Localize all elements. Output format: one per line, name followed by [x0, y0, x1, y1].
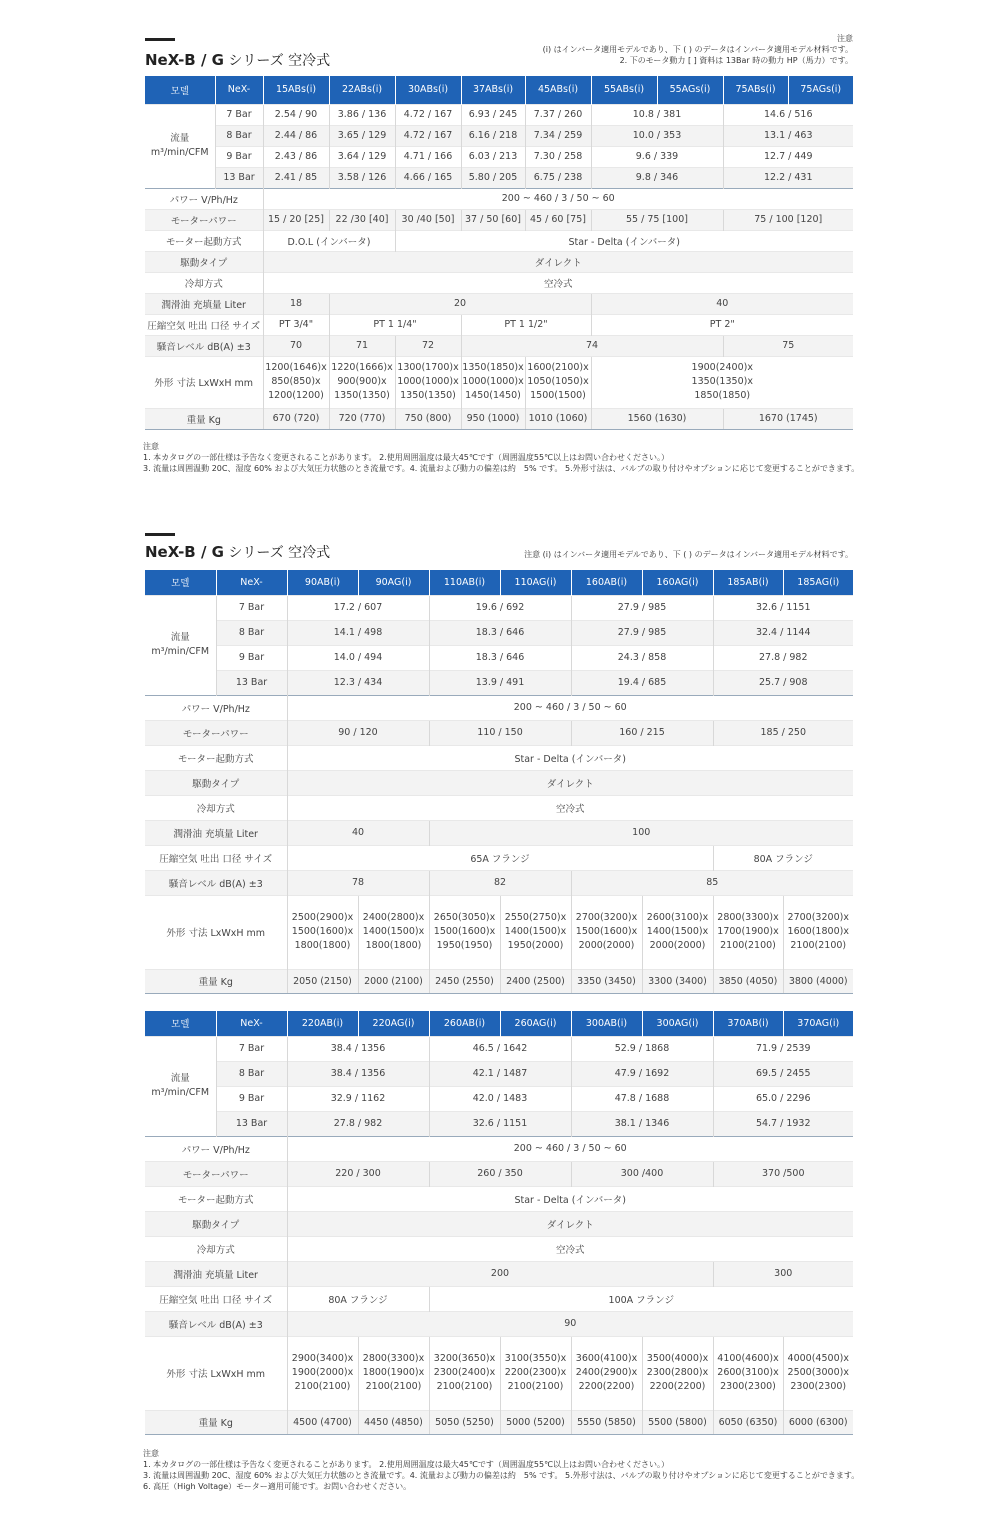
- weight-cell: 2000 (2100): [358, 969, 429, 993]
- table-row: [145, 1236, 853, 1261]
- table-row: [145, 356, 853, 408]
- header-cell: 모델: [145, 1011, 216, 1036]
- header-cell: NeX-: [216, 570, 287, 595]
- header-cell: 55AGs(i): [657, 76, 723, 104]
- flow-cell: 42.0 / 1483: [429, 1086, 571, 1111]
- noise-cell: 82: [429, 870, 571, 895]
- header-row: [145, 570, 853, 595]
- row-label: 圧縮空気 吐出 口径 サイズ: [145, 1286, 287, 1311]
- motor-cell: 55 / 75 [100]: [591, 209, 723, 230]
- flow-cell: 6.03 / 213: [461, 146, 525, 167]
- dim-cell: 1600(2100)x 1050(1050)x 1500(1500): [525, 356, 591, 408]
- flow-cell: 7.30 / 258: [525, 146, 591, 167]
- cool-cell: 空冷式: [287, 795, 853, 820]
- row-label: 外形 寸法 LxWxH mm: [145, 356, 263, 408]
- flow-cell: 13.1 / 463: [723, 125, 853, 146]
- oil-cell: 40: [591, 293, 853, 314]
- flow-cell: 14.0 / 494: [287, 645, 429, 670]
- row-label: 潤滑油 充填量 Liter: [145, 1261, 287, 1286]
- pressure-label: 9 Bar: [215, 146, 263, 167]
- flow-cell: 10.8 / 381: [591, 104, 723, 125]
- table-row: [145, 720, 853, 745]
- spec-section-1: [143, 34, 860, 478]
- dim-cell: 4100(4600)x 2600(3100)x 2300(2300): [713, 1336, 783, 1410]
- header-cell: 75ABs(i): [723, 76, 788, 104]
- flow-cell: 24.3 / 858: [571, 645, 713, 670]
- flow-cell: 47.9 / 1692: [571, 1061, 713, 1086]
- row-label: モーター起動方式: [145, 1186, 287, 1211]
- header-cell: 160AB(i): [571, 570, 642, 595]
- row-label: 重量 Kg: [145, 1410, 287, 1434]
- dim-cell: 2700(3200)x 1500(1600)x 2000(2000): [571, 895, 642, 969]
- flow-cell: 38.4 / 1356: [287, 1036, 429, 1061]
- flow-cell: 54.7 / 1932: [713, 1111, 853, 1136]
- pressure-label: 7 Bar: [216, 595, 287, 620]
- flow-cell: 71.9 / 2539: [713, 1036, 853, 1061]
- table-row: [145, 620, 853, 645]
- flow-cell: 10.0 / 353: [591, 125, 723, 146]
- title-accent-bar: [145, 38, 175, 41]
- weight-cell: 5550 (5850): [571, 1410, 642, 1434]
- power-cell: 200 ~ 460 / 3 / 50 ~ 60: [287, 1136, 853, 1161]
- noise-cell: 75: [723, 335, 853, 356]
- dim-cell: 1300(1700)x 1000(1000)x 1350(1350): [395, 356, 461, 408]
- flow-cell: 52.9 / 1868: [571, 1036, 713, 1061]
- header-cell: NeX-: [216, 1011, 287, 1036]
- start-cell: D.O.L (インバータ): [263, 230, 395, 251]
- port-cell: 80A フランジ: [713, 845, 853, 870]
- header-cell: 55ABs(i): [591, 76, 657, 104]
- dim-cell: 3200(3650)x 2300(2400)x 2100(2100): [429, 1336, 500, 1410]
- header-notes: 注意 (i) はインバータ適用モデルであり、下 ( ) のデータはインバータ適用モデル材料です。 2. 下のモータ動力 [ ] 資料は 13Bar 時の動力 HP（馬力）です。: [542, 34, 853, 65]
- noise-cell: 78: [287, 870, 429, 895]
- weight-cell: 2050 (2150): [287, 969, 358, 993]
- power-cell: 200 ~ 460 / 3 / 50 ~ 60: [287, 695, 853, 720]
- row-label: 圧縮空気 吐出 口径 サイズ: [145, 845, 287, 870]
- table-row: [145, 1410, 853, 1434]
- flow-cell: 2.54 / 90: [263, 104, 329, 125]
- table-row: [145, 251, 853, 272]
- row-label: 潤滑油 充填量 Liter: [145, 820, 287, 845]
- flow-cell: 12.3 / 434: [287, 670, 429, 695]
- header-cell: 220AB(i): [287, 1011, 358, 1036]
- header-cell: 90AB(i): [287, 570, 358, 595]
- header-cell: 30ABs(i): [395, 76, 461, 104]
- row-label: モーターパワー: [145, 1161, 287, 1186]
- pressure-label: 8 Bar: [215, 125, 263, 146]
- header-cell: 300AG(i): [642, 1011, 713, 1036]
- pressure-label: 13 Bar: [216, 670, 287, 695]
- flow-label: 流量 m³/min/CFM: [145, 104, 215, 188]
- flow-cell: 27.9 / 985: [571, 595, 713, 620]
- page-title: NeX-B / G シリーズ 空冷式: [145, 51, 331, 69]
- table-row: [145, 745, 853, 770]
- flow-cell: 13.9 / 491: [429, 670, 571, 695]
- weight-cell: 670 (720): [263, 408, 329, 429]
- flow-cell: 3.86 / 136: [329, 104, 395, 125]
- flow-cell: 32.6 / 1151: [429, 1111, 571, 1136]
- flow-cell: 19.4 / 685: [571, 670, 713, 695]
- port-cell: 80A フランジ: [287, 1286, 429, 1311]
- header-cell: 45ABs(i): [525, 76, 591, 104]
- noise-cell: 85: [571, 870, 853, 895]
- row-label: 冷却方式: [145, 1236, 287, 1261]
- flow-cell: 4.66 / 165: [395, 167, 461, 188]
- dim-cell: 2600(3100)x 1400(1500)x 2000(2000): [642, 895, 713, 969]
- flow-cell: 5.80 / 205: [461, 167, 525, 188]
- table-row: [145, 408, 853, 429]
- pressure-label: 8 Bar: [216, 1061, 287, 1086]
- noise-cell: 71: [329, 335, 395, 356]
- row-label: 駆動タイプ: [145, 251, 263, 272]
- flow-cell: 19.6 / 692: [429, 595, 571, 620]
- flow-cell: 12.2 / 431: [723, 167, 853, 188]
- header-row: [145, 1011, 853, 1036]
- cool-cell: 空冷式: [263, 272, 853, 293]
- spec-table: [145, 570, 853, 994]
- dim-cell: 4000(4500)x 2500(3000)x 2300(2300): [783, 1336, 853, 1410]
- port-cell: PT 1 1/2": [461, 314, 591, 335]
- oil-cell: 18: [263, 293, 329, 314]
- table-row: [145, 314, 853, 335]
- drive-cell: ダイレクト: [263, 251, 853, 272]
- footnotes: 注意 1. 本カタログの一部仕様は予告なく変更されることがあります。 2.使用周囲温度は最大45℃です（周囲温度55℃以上はお問い合わせください。） 3. 流量は周囲温動 20C、湿度 60% および大気圧力状態のとき流量です。4. 流量および動力の偏差は約 5% です。 5.外形寸法は、バルブの取り付けやオプションに応じて変更することができます。: [143, 442, 860, 473]
- table-row: [145, 1111, 853, 1136]
- header-cell: 260AB(i): [429, 1011, 500, 1036]
- dim-cell: 2700(3200)x 1600(1800)x 2100(2100): [783, 895, 853, 969]
- dim-cell: 1900(2400)x 1350(1350)x 1850(1850): [591, 356, 853, 408]
- dim-cell: 2500(2900)x 1500(1600)x 1800(1800): [287, 895, 358, 969]
- motor-cell: 15 / 20 [25]: [263, 209, 329, 230]
- flow-cell: 6.75 / 238: [525, 167, 591, 188]
- weight-cell: 720 (770): [329, 408, 395, 429]
- motor-cell: 110 / 150: [429, 720, 571, 745]
- flow-cell: 27.8 / 982: [287, 1111, 429, 1136]
- motor-cell: 90 / 120: [287, 720, 429, 745]
- header-cell: 160AG(i): [642, 570, 713, 595]
- header-cell: 모델: [145, 76, 215, 104]
- table-row: [145, 272, 853, 293]
- row-label: パワー V/Ph/Hz: [145, 1136, 287, 1161]
- flow-cell: 27.8 / 982: [713, 645, 853, 670]
- table-row: [145, 146, 853, 167]
- dim-cell: 3600(4100)x 2400(2900)x 2200(2200): [571, 1336, 642, 1410]
- flow-cell: 4.72 / 167: [395, 104, 461, 125]
- port-cell: 100A フランジ: [429, 1286, 853, 1311]
- row-label: 外形 寸法 LxWxH mm: [145, 1336, 287, 1410]
- row-label: パワー V/Ph/Hz: [145, 695, 287, 720]
- row-label: 冷却方式: [145, 272, 263, 293]
- title-accent-bar: [145, 533, 175, 536]
- header-notes: 注意 (i) はインバータ適用モデルであり、下 ( ) のデータはインバータ適用モデル材料です。: [524, 550, 853, 559]
- flow-cell: 6.93 / 245: [461, 104, 525, 125]
- motor-cell: 22 /30 [40]: [329, 209, 395, 230]
- table-row: [145, 795, 853, 820]
- table-row: [145, 969, 853, 993]
- table-row: [145, 645, 853, 670]
- header-cell: 22ABs(i): [329, 76, 395, 104]
- table-row: [145, 1186, 853, 1211]
- flow-cell: 46.5 / 1642: [429, 1036, 571, 1061]
- oil-cell: 300: [713, 1261, 853, 1286]
- table-row: [145, 188, 853, 209]
- spec-section-2: [145, 533, 853, 1003]
- table-row: [145, 125, 853, 146]
- header-cell: 260AG(i): [500, 1011, 571, 1036]
- header-cell: 75AGs(i): [788, 76, 853, 104]
- spec-table: [145, 76, 853, 430]
- header-row: [145, 76, 853, 104]
- weight-cell: 3350 (3450): [571, 969, 642, 993]
- row-label: モーターパワー: [145, 720, 287, 745]
- flow-cell: 14.1 / 498: [287, 620, 429, 645]
- weight-cell: 1010 (1060): [525, 408, 591, 429]
- spec-section-3: [143, 1011, 860, 1511]
- flow-cell: 38.4 / 1356: [287, 1061, 429, 1086]
- table-row: [145, 845, 853, 870]
- table-row: [145, 1036, 853, 1061]
- noise-cell: 74: [461, 335, 723, 356]
- motor-cell: 37 / 50 [60]: [461, 209, 525, 230]
- table-row: [145, 1136, 853, 1161]
- drive-cell: ダイレクト: [287, 1211, 853, 1236]
- table-row: [145, 695, 853, 720]
- oil-cell: 40: [287, 820, 429, 845]
- noise-cell: 72: [395, 335, 461, 356]
- weight-cell: 1560 (1630): [591, 408, 723, 429]
- start-cell: Star - Delta (インバータ): [287, 745, 853, 770]
- weight-cell: 3300 (3400): [642, 969, 713, 993]
- motor-cell: 30 /40 [50]: [395, 209, 461, 230]
- table-row: [145, 230, 853, 251]
- noise-cell: 70: [263, 335, 329, 356]
- start-cell: Star - Delta (インバータ): [395, 230, 853, 251]
- oil-cell: 100: [429, 820, 853, 845]
- header-cell: 185AG(i): [783, 570, 853, 595]
- flow-cell: 2.41 / 85: [263, 167, 329, 188]
- flow-cell: 18.3 / 646: [429, 620, 571, 645]
- dim-cell: 2900(3400)x 1900(2000)x 2100(2100): [287, 1336, 358, 1410]
- table-row: [145, 595, 853, 620]
- row-label: 騒音レベル dB(A) ±3: [145, 1311, 287, 1336]
- table-row: [145, 1211, 853, 1236]
- row-label: 冷却方式: [145, 795, 287, 820]
- flow-cell: 17.2 / 607: [287, 595, 429, 620]
- cool-cell: 空冷式: [287, 1236, 853, 1261]
- port-cell: PT 1 1/4": [329, 314, 461, 335]
- table-row: [145, 167, 853, 188]
- port-cell: 65A フランジ: [287, 845, 713, 870]
- weight-cell: 4500 (4700): [287, 1410, 358, 1434]
- row-label: 重量 Kg: [145, 969, 287, 993]
- dim-cell: 2400(2800)x 1400(1500)x 1800(1800): [358, 895, 429, 969]
- header-cell: 90AG(i): [358, 570, 429, 595]
- flow-cell: 4.71 / 166: [395, 146, 461, 167]
- oil-cell: 20: [329, 293, 591, 314]
- pressure-label: 13 Bar: [216, 1111, 287, 1136]
- motor-cell: 370 /500: [713, 1161, 853, 1186]
- table-row: [145, 820, 853, 845]
- footnotes: 注意 1. 本カタログの一部仕様は予告なく変更されることがあります。 2.使用周囲温度は最大45℃です（周囲温度55℃以上はお問い合わせください。） 3. 流量は周囲温動 20C、湿度 60% および大気圧力状態のとき流量です。4. 流量および動力の偏差は約 5% です。 5.外形寸法は、バルブの取り付けやオプションに応じて変更することができます。 6. 高圧（High Voltage）モーター適用可能です。お問い合わせください。: [143, 1449, 860, 1491]
- flow-cell: 3.58 / 126: [329, 167, 395, 188]
- motor-cell: 185 / 250: [713, 720, 853, 745]
- row-label: モーター起動方式: [145, 230, 263, 251]
- pressure-label: 9 Bar: [216, 645, 287, 670]
- flow-cell: 18.3 / 646: [429, 645, 571, 670]
- flow-cell: 69.5 / 2455: [713, 1061, 853, 1086]
- weight-cell: 4450 (4850): [358, 1410, 429, 1434]
- flow-cell: 25.7 / 908: [713, 670, 853, 695]
- row-label: モーター起動方式: [145, 745, 287, 770]
- header-cell: 370AG(i): [783, 1011, 853, 1036]
- oil-cell: 200: [287, 1261, 713, 1286]
- pressure-label: 7 Bar: [216, 1036, 287, 1061]
- table-row: [145, 895, 853, 969]
- weight-cell: 5000 (5200): [500, 1410, 571, 1434]
- pressure-label: 8 Bar: [216, 620, 287, 645]
- dim-cell: 2800(3300)x 1800(1900)x 2100(2100): [358, 1336, 429, 1410]
- page-title: NeX-B / G シリーズ 空冷式: [145, 543, 331, 561]
- dim-cell: 1200(1646)x 850(850)x 1200(1200): [263, 356, 329, 408]
- flow-cell: 3.65 / 129: [329, 125, 395, 146]
- motor-cell: 45 / 60 [75]: [525, 209, 591, 230]
- drive-cell: ダイレクト: [287, 770, 853, 795]
- weight-cell: 6000 (6300): [783, 1410, 853, 1434]
- table-row: [145, 1261, 853, 1286]
- pressure-label: 7 Bar: [215, 104, 263, 125]
- flow-cell: 32.4 / 1144: [713, 620, 853, 645]
- dim-cell: 1220(1666)x 900(900)x 1350(1350): [329, 356, 395, 408]
- flow-cell: 4.72 / 167: [395, 125, 461, 146]
- row-label: 駆動タイプ: [145, 770, 287, 795]
- row-label: 騒音レベル dB(A) ±3: [145, 870, 287, 895]
- dim-cell: 3100(3550)x 2200(2300)x 2100(2100): [500, 1336, 571, 1410]
- row-label: 騒音レベル dB(A) ±3: [145, 335, 263, 356]
- header-cell: 15ABs(i): [263, 76, 329, 104]
- row-label: 圧縮空気 吐出 口径 サイズ: [145, 314, 263, 335]
- motor-cell: 220 / 300: [287, 1161, 429, 1186]
- table-row: [145, 1161, 853, 1186]
- flow-cell: 6.16 / 218: [461, 125, 525, 146]
- port-cell: PT 3/4": [263, 314, 329, 335]
- flow-cell: 65.0 / 2296: [713, 1086, 853, 1111]
- flow-cell: 12.7 / 449: [723, 146, 853, 167]
- table-row: [145, 870, 853, 895]
- header-cell: 110AG(i): [500, 570, 571, 595]
- header-cell: 185AB(i): [713, 570, 783, 595]
- row-label: モーターパワー: [145, 209, 263, 230]
- header-cell: 220AG(i): [358, 1011, 429, 1036]
- row-label: 駆動タイプ: [145, 1211, 287, 1236]
- row-label: 外形 寸法 LxWxH mm: [145, 895, 287, 969]
- weight-cell: 950 (1000): [461, 408, 525, 429]
- dim-cell: 2550(2750)x 1400(1500)x 1950(2000): [500, 895, 571, 969]
- table-row: [145, 1286, 853, 1311]
- table-row: [145, 1086, 853, 1111]
- header-cell: 37ABs(i): [461, 76, 525, 104]
- motor-cell: 260 / 350: [429, 1161, 571, 1186]
- weight-cell: 3850 (4050): [713, 969, 783, 993]
- flow-cell: 14.6 / 516: [723, 104, 853, 125]
- dim-cell: 2800(3300)x 1700(1900)x 2100(2100): [713, 895, 783, 969]
- flow-cell: 27.9 / 985: [571, 620, 713, 645]
- weight-cell: 3800 (4000): [783, 969, 853, 993]
- header-cell: NeX-: [215, 76, 263, 104]
- table-row: [145, 104, 853, 125]
- dim-cell: 3500(4000)x 2300(2800)x 2200(2200): [642, 1336, 713, 1410]
- weight-cell: 5500 (5800): [642, 1410, 713, 1434]
- row-label: 潤滑油 充填量 Liter: [145, 293, 263, 314]
- flow-cell: 47.8 / 1688: [571, 1086, 713, 1111]
- header-cell: 모델: [145, 570, 216, 595]
- flow-cell: 42.1 / 1487: [429, 1061, 571, 1086]
- flow-cell: 7.37 / 260: [525, 104, 591, 125]
- header-cell: 370AB(i): [713, 1011, 783, 1036]
- port-cell: PT 2": [591, 314, 853, 335]
- dim-cell: 1350(1850)x 1000(1000)x 1450(1450): [461, 356, 525, 408]
- row-label: 重量 Kg: [145, 408, 263, 429]
- flow-cell: 7.34 / 259: [525, 125, 591, 146]
- table-row: [145, 670, 853, 695]
- weight-cell: 2450 (2550): [429, 969, 500, 993]
- noise-cell: 90: [287, 1311, 853, 1336]
- table-row: [145, 209, 853, 230]
- table-row: [145, 1061, 853, 1086]
- motor-cell: 160 / 215: [571, 720, 713, 745]
- header-cell: 300AB(i): [571, 1011, 642, 1036]
- weight-cell: 6050 (6350): [713, 1410, 783, 1434]
- flow-cell: 32.6 / 1151: [713, 595, 853, 620]
- flow-cell: 3.64 / 129: [329, 146, 395, 167]
- weight-cell: 750 (800): [395, 408, 461, 429]
- row-label: パワー V/Ph/Hz: [145, 188, 263, 209]
- table-row: [145, 293, 853, 314]
- motor-cell: 75 / 100 [120]: [723, 209, 853, 230]
- table-row: [145, 1336, 853, 1410]
- power-cell: 200 ~ 460 / 3 / 50 ~ 60: [263, 188, 853, 209]
- flow-label: 流量 m³/min/CFM: [145, 595, 216, 695]
- table-row: [145, 770, 853, 795]
- header-cell: 110AB(i): [429, 570, 500, 595]
- flow-cell: 2.43 / 86: [263, 146, 329, 167]
- flow-cell: 9.8 / 346: [591, 167, 723, 188]
- flow-cell: 2.44 / 86: [263, 125, 329, 146]
- flow-cell: 32.9 / 1162: [287, 1086, 429, 1111]
- start-cell: Star - Delta (インバータ): [287, 1186, 853, 1211]
- flow-cell: 9.6 / 339: [591, 146, 723, 167]
- weight-cell: 5050 (5250): [429, 1410, 500, 1434]
- weight-cell: 1670 (1745): [723, 408, 853, 429]
- pressure-label: 13 Bar: [215, 167, 263, 188]
- flow-cell: 38.1 / 1346: [571, 1111, 713, 1136]
- flow-label: 流量 m³/min/CFM: [145, 1036, 216, 1136]
- pressure-label: 9 Bar: [216, 1086, 287, 1111]
- motor-cell: 300 /400: [571, 1161, 713, 1186]
- table-row: [145, 335, 853, 356]
- table-row: [145, 1311, 853, 1336]
- spec-table: [145, 1011, 853, 1435]
- dim-cell: 2650(3050)x 1500(1600)x 1950(1950): [429, 895, 500, 969]
- weight-cell: 2400 (2500): [500, 969, 571, 993]
